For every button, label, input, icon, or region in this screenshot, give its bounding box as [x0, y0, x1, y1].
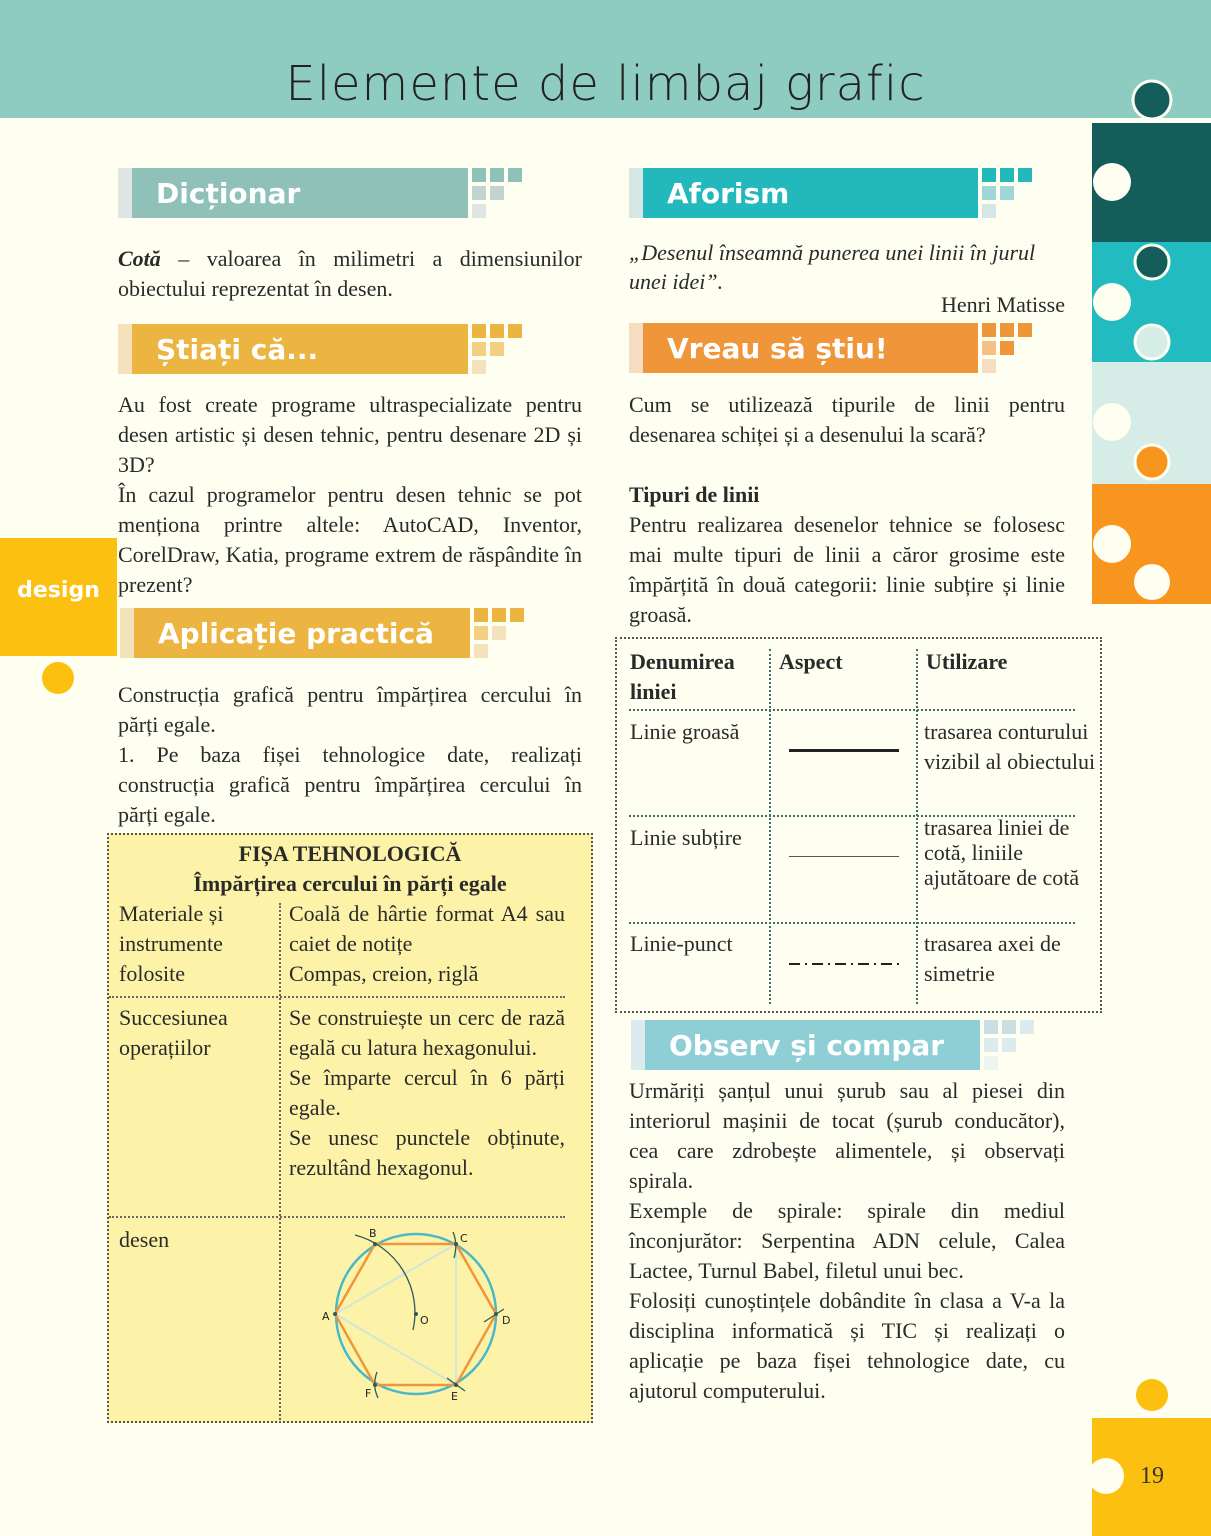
point-label: E — [451, 1390, 458, 1403]
paragraph: Folosiți cunoștințele dobândite în clasa a V-a la disciplina informatică și TIC și realizați o aplicație pe baza fișei tehnologice date, cu ajutorul computerului. — [629, 1288, 1065, 1403]
line-name: Linie groasă — [630, 719, 740, 744]
aplicatie-text — [118, 680, 582, 830]
dictionar-heading — [118, 168, 468, 218]
aforism-quote: „Desenul înseamnă punerea unei linii în jurul unei idei”. — [629, 240, 1036, 294]
paragraph: Au fost create programe ultraspecializate pentru desen artistic și desen tehnic, pentru desenare 2D și 3D? — [118, 392, 582, 477]
fisa-row-content: Se unesc punctele obținute, rezultând hexagonul. — [289, 1125, 565, 1180]
paragraph: În cazul programelor pentru desen tehnic se pot menționa printre altele: AutoCAD, Inventor, CorelDraw, Katia, programe extrem de răspândite în prezent? — [118, 482, 582, 597]
puzzle-notch — [1088, 1458, 1124, 1494]
observ-heading — [631, 1020, 980, 1070]
dash-dot-line-sample — [789, 961, 901, 967]
hexagon-drawing — [302, 1215, 522, 1405]
tipuri-text: Pentru realizarea desenelor tehnice se folosesc mai multe tipuri de linii a căror grosime este împărțită în două categorii: linie subțire și linie groasă. — [629, 512, 1065, 627]
aforism-title: Aforism — [643, 168, 978, 218]
fisa-row-content: Compas, creion, riglă — [289, 961, 479, 986]
vreau-question: Cum se utilizează tipurile de linii pentru desenarea schiței și a desenului la scară? — [629, 392, 1065, 447]
line-use: trasarea conturului vizibil al obiectului — [924, 719, 1096, 774]
table-header: Aspect — [779, 649, 843, 674]
fisa-row-content: Se împarte cercul în 6 părți egale. — [289, 1065, 565, 1120]
definition: – valoarea în milimetri a dimensiunilor obiectului reprezentat în desen. — [118, 246, 582, 301]
point-label: B — [369, 1227, 377, 1240]
fisa-row-content: Coală de hârtie format A4 sau caiet de notițe — [289, 901, 565, 956]
table-header: Utilizare — [926, 649, 1008, 674]
point-label: A — [322, 1310, 330, 1323]
point-label: F — [365, 1387, 372, 1400]
line-name: Linie-punct — [630, 931, 733, 956]
point-label: D — [502, 1314, 511, 1327]
fisa-subtitle: Împărțirea cercului în părți egale — [193, 871, 507, 896]
point-label: O — [420, 1314, 429, 1327]
puzzle-knob — [42, 662, 74, 694]
aplicatie-heading — [120, 608, 470, 658]
page-title: Elemente de limbaj grafic — [285, 56, 926, 112]
side-tab-label: design — [17, 578, 100, 603]
stiati-heading — [118, 324, 468, 374]
point-label: C — [460, 1232, 468, 1245]
observ-title: Observ și compar — [645, 1020, 980, 1070]
paragraph: 1. Pe baza fișei tehnologice date, realizați construcția grafică pentru împărțirea cercului în părți egale. — [118, 742, 582, 827]
line-use: trasarea axei de simetrie — [924, 931, 1061, 986]
table-header: Denumirea liniei — [630, 649, 735, 704]
aforism-heading — [629, 168, 978, 218]
tipuri-heading: Tipuri de linii — [629, 482, 760, 507]
paragraph: Urmăriți șanțul unui șurub sau al piesei din interiorul mașinii de tocat (șurub conducător), cea care zdrobește alimentele, și observați spirala. — [629, 1078, 1065, 1193]
line-use: trasarea liniei de cotă, liniile ajutătoare de cotă — [924, 815, 1080, 890]
line-name: Linie subțire — [630, 825, 742, 850]
paragraph: Exemple de spirale: spirale din mediul înconjurător: Serpentina ADN celule, Calea Lactee, Turnul Babel, filetul unui bec. — [629, 1198, 1065, 1283]
stiati-text — [118, 390, 582, 600]
puzzle-knob — [1136, 1379, 1168, 1411]
stiati-title: Știați că... — [132, 324, 468, 374]
fisa-tehnologica — [107, 833, 593, 1423]
fisa-title: FIȘA TEHNOLOGICĂ — [238, 841, 462, 866]
page-number: 19 — [1140, 1463, 1164, 1489]
thin-line-sample — [789, 856, 899, 857]
fisa-row-label: desen — [119, 1227, 170, 1252]
vreau-heading — [629, 323, 978, 373]
puzzle-decoration — [1080, 70, 1211, 620]
fisa-row-label: Materiale și instrumente folosite — [119, 901, 224, 986]
dictionar-text — [118, 244, 582, 304]
dictionar-title: Dicționar — [132, 168, 468, 218]
line-types-table — [615, 637, 1102, 1013]
term: Cotă — [118, 246, 161, 271]
observ-text — [629, 1076, 1065, 1406]
fisa-row-content: Se construiește un cerc de rază egală cu latura hexagonului. — [289, 1005, 565, 1060]
fisa-row-label: Succesiunea operațiilor — [119, 1005, 228, 1060]
paragraph: Construcția grafică pentru împărțirea cercului în părți egale. — [118, 682, 582, 737]
vreau-title: Vreau să știu! — [643, 323, 978, 373]
aforism-author: Henri Matisse — [940, 292, 1065, 317]
thick-line-sample — [789, 749, 899, 752]
aplicatie-title: Aplicație practică — [134, 608, 470, 658]
